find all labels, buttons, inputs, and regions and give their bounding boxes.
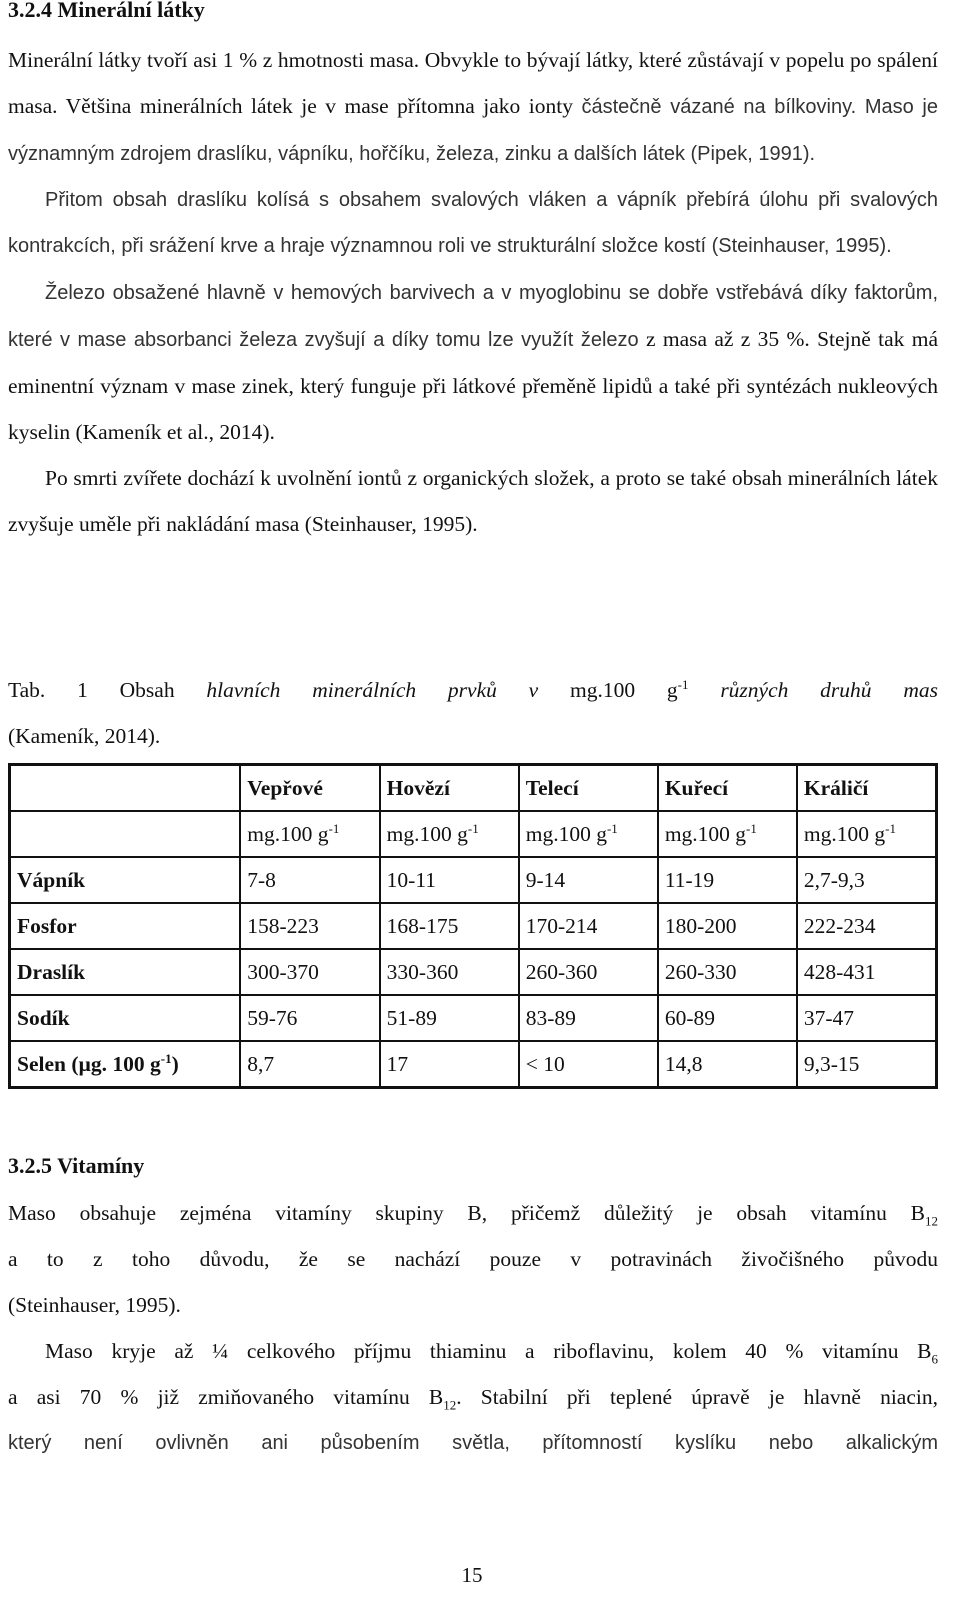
unit-cell: mg.100 $g^{-1}$ xyxy=(380,811,519,857)
table-cell: 170-214 xyxy=(519,903,658,949)
paragraph-vitamins2-line1: Maso kryje až ¼ celkového příjmu thiaminu a riboflavinu, kolem 40 % vitamínu $B_6$ xyxy=(45,1339,938,1367)
paragraph-iron-zinc: Železo obsažené hlavně v hemových barvivech a v myoglobinu se dobře vstřebává díky faktorům, které v mase absorbanci železa zvyšují a díky tomu lze využít železo z masa až z 35 %. Stejně tak má eminentní význam v mase zinek, který funguje při látkové přeměně lipidů a také při syntézách nukleových kyselin (Kameník et al., 2014). xyxy=(8,282,938,444)
paragraph-vitamins-line3: (Steinhauser, 1995). xyxy=(8,1293,181,1317)
table-cell: 260-360 xyxy=(519,949,658,995)
table-cell: 168-175 xyxy=(380,903,519,949)
section-vitamins-body xyxy=(8,1190,938,1466)
paragraph-minerals-intro: Minerální látky tvoří asi 1 % z hmotnosti masa. Obvykle to bývají látky, které zůstávají v popelu po spálení masa. Většina minerálních látek je v mase přítomna jako ionty částečně vázané na bílkoviny. Maso je významným zdrojem draslíku, vápníku, hořčíku, železa, zinku a dalších látek (Pipek, 1991). xyxy=(8,48,939,165)
row-header: Fosfor xyxy=(10,903,241,949)
table-cell: 7-8 xyxy=(240,857,379,903)
table-row xyxy=(10,995,937,1041)
unit-cell: mg.100 $g^{-1}$ xyxy=(240,811,379,857)
column-header: Králičí xyxy=(797,765,937,812)
table-cell: 59-76 xyxy=(240,995,379,1041)
section-heading-minerals: 3.2.4 Minerální látky xyxy=(8,0,205,22)
section-minerals-body xyxy=(8,37,938,547)
table-cell: 10-11 xyxy=(380,857,519,903)
unit-cell: mg.100 $g^{-1}$ xyxy=(658,811,797,857)
paragraph-potassium-calcium: Přitom obsah draslíku kolísá s obsahem svalových vláken a vápník přebírá úlohu při svalových kontrakcích, při srážení krve a hraje významnou roli ve strukturální složce kostí (Steinhauser, 1995). xyxy=(8,189,938,257)
table-row xyxy=(10,903,937,949)
minerals-table xyxy=(8,763,938,1089)
table-row xyxy=(10,949,937,995)
table-cell: 2,7-9,3 xyxy=(797,857,937,903)
column-header: Kuřecí xyxy=(658,765,797,812)
column-header: Hovězí xyxy=(380,765,519,812)
row-header: Draslík xyxy=(10,949,241,995)
table-unit-row xyxy=(10,811,937,857)
table-cell: 51-89 xyxy=(380,995,519,1041)
table-cell: 330-360 xyxy=(380,949,519,995)
table-cell: 17 xyxy=(380,1041,519,1088)
table-header-row xyxy=(10,765,937,812)
table-cell: 300-370 xyxy=(240,949,379,995)
table-cell: < 10 xyxy=(519,1041,658,1088)
table-cell: 37-47 xyxy=(797,995,937,1041)
unit-cell: mg.100 $g^{-1}$ xyxy=(519,811,658,857)
table-cell: 9-14 xyxy=(519,857,658,903)
table-cell: 158-223 xyxy=(240,903,379,949)
table-cell: 8,7 xyxy=(240,1041,379,1088)
table-cell: 14,8 xyxy=(658,1041,797,1088)
table-cell: 83-89 xyxy=(519,995,658,1041)
paragraph-vitamins2-line2: a asi 70 % již zmiňovaného vitamínu $B_{12}$. Stabilní při teplené úpravě je hlavně niacin, xyxy=(8,1385,938,1413)
table-cell: 9,3-15 xyxy=(797,1041,937,1088)
table-row xyxy=(10,857,937,903)
table-cell: 260-330 xyxy=(658,949,797,995)
unit-cell: mg.100 $g^{-1}$ xyxy=(797,811,937,857)
table-cell: 222-234 xyxy=(797,903,937,949)
table-cell: 428-431 xyxy=(797,949,937,995)
paragraph-vitamins-line1: Maso obsahuje zejména vitamíny skupiny B, přičemž důležitý je obsah vitamínu $B_{12}$ xyxy=(8,1201,938,1229)
table-caption: Tab. 1 Obsah hlavních minerálních prvků v mg.100 $g^{-1}$ různých druhů mas (Kameník, 2014). xyxy=(8,676,938,748)
table-cell: 11-19 xyxy=(658,857,797,903)
row-header: Vápník xyxy=(10,857,241,903)
column-header: Telecí xyxy=(519,765,658,812)
table-cell: 180-200 xyxy=(658,903,797,949)
column-header: Vepřové xyxy=(240,765,379,812)
section-heading-vitamins: 3.2.5 Vitamíny xyxy=(8,1153,145,1178)
table-cell: 60-89 xyxy=(658,995,797,1041)
paragraph-vitamins-line2: a to z toho důvodu, že se nachází pouze v potravinách živočišného původu xyxy=(8,1247,938,1271)
row-header: Sodík xyxy=(10,995,241,1041)
page-number: 15 xyxy=(461,1563,483,1587)
paragraph-post-mortem: Po smrti zvířete dochází k uvolnění iontů z organických složek, a proto se také obsah minerálních látek zvyšuje uměle při nakládání masa (Steinhauser, 1995). xyxy=(8,466,938,536)
table-row xyxy=(10,1041,937,1088)
paragraph-vitamins2-line3: který není ovlivněn ani působením světla, přítomností kyslíku nebo alkalickým xyxy=(8,1432,938,1454)
row-header: Selen (µg. 100 $g^{-1}$) xyxy=(10,1041,241,1088)
